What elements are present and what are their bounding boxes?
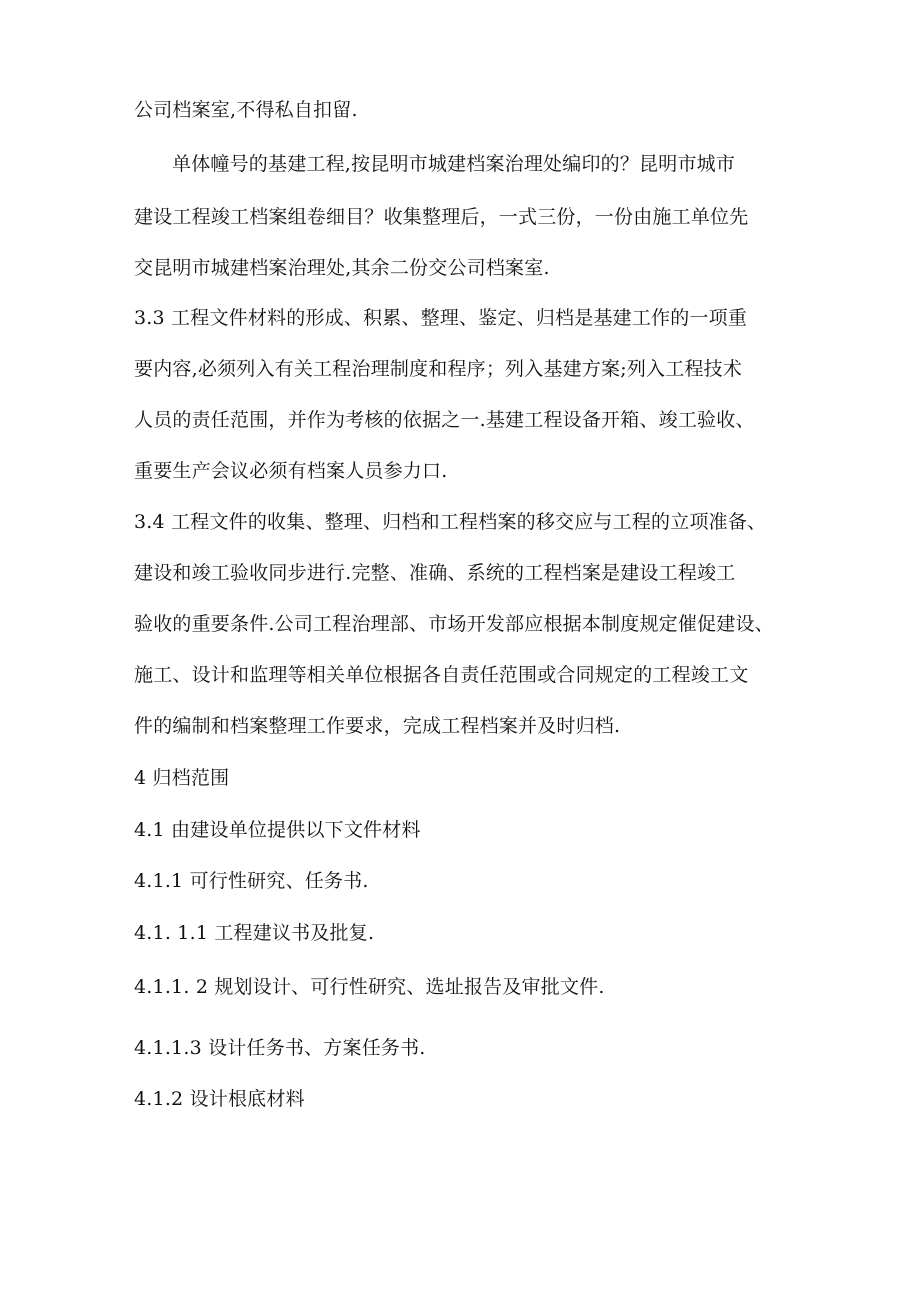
text-line: 公司档案室,不得私自扣留. bbox=[134, 99, 358, 121]
section-3-4: 3.4 工程文件的收集、整理、归档和工程档案的移交应与工程的立项准备、 bbox=[134, 511, 767, 533]
section-4-heading: 4 归档范围 bbox=[134, 767, 230, 789]
text-line: 人员的责任范围，并作为考核的依据之一.基建工程设备开箱、竣工验收、 bbox=[134, 409, 755, 431]
text-line: 施工、设计和监理等相关单位根据各自责任范围或合同规定的工程竣工文 bbox=[134, 664, 749, 686]
text-line: 件的编制和档案整理工作要求，完成工程档案并及时归档. bbox=[134, 715, 621, 737]
section-3-3: 3.3 工程文件材料的形成、积累、整理、鉴定、归档是基建工作的一项重 bbox=[134, 307, 748, 329]
text-line: 单体幢号的基建工程,按昆明市城建档案治理处编印的？昆明市城市 bbox=[172, 153, 736, 175]
text-line: 建设和竣工验收同步进行.完整、准确、系统的工程档案是建设工程竣工 bbox=[134, 562, 736, 584]
text-line: 交昆明市城建档案治理处,其余二份交公司档案室. bbox=[134, 257, 550, 279]
section-4-1: 4.1 由建设单位提供以下文件材料 bbox=[134, 819, 421, 841]
text-line: 验收的重要条件.公司工程治理部、市场开发部应根据本制度规定催促建设、 bbox=[134, 613, 774, 635]
section-4-1-2: 4.1.2 设计根底材料 bbox=[134, 1088, 305, 1110]
section-4-1-1-1: 4.1. 1.1 工程建议书及批复. bbox=[134, 922, 375, 944]
section-4-1-1-3: 4.1.1.3 设计任务书、方案任务书. bbox=[134, 1037, 426, 1059]
section-4-1-1: 4.1.1 可行性研究、任务书. bbox=[134, 870, 369, 892]
text-line: 重要生产会议必须有档案人员参力口. bbox=[134, 460, 448, 482]
text-line: 建设工程竣工档案组卷细目？收集整理后，一式三份，一份由施工单位先 bbox=[134, 206, 749, 228]
text-line: 要内容,必须列入有关工程治理制度和程序；列入基建方案;列入工程技术 bbox=[134, 358, 743, 380]
section-4-1-1-2: 4.1.1. 2 规划设计、可行性研究、选址报告及审批文件. bbox=[134, 976, 605, 998]
